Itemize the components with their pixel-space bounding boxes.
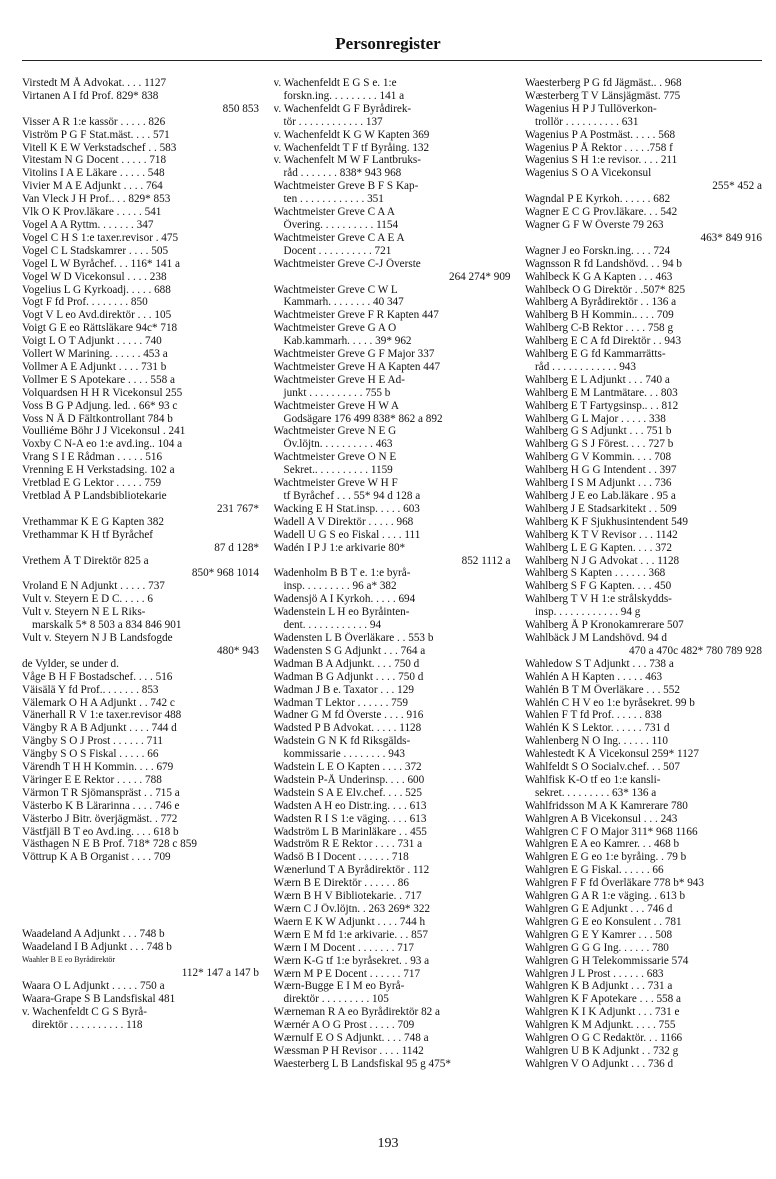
register-entry: Wachtmeister Greve B F S Kap- (273, 180, 419, 193)
register-entry: Wærnér A O G Prost . . . . . 709 (273, 1019, 415, 1032)
register-entry: Välemark O H A Adjunkt . . 742 c (22, 696, 175, 709)
register-entry: Wagenius H P J Tullöverkon- (525, 102, 657, 115)
register-entry: ten . . . . . . . . . . . . 351 (283, 193, 384, 206)
register-entry: Wæssman P H Revisor . . . . 1142 (273, 1044, 424, 1057)
register-entry: Wadman B G Adjunkt . . . . 750 d (273, 670, 424, 683)
register-entry: Waesterberg L B Landsfiskal 95 g 475* (273, 1057, 451, 1070)
register-entry: Wærneman R A eo Byrådirektör 82 a (273, 1006, 441, 1019)
register-entry: Wagner J eo Forskn.ing. . . . 724 (525, 244, 671, 257)
page-number: 193 (377, 1136, 399, 1151)
register-entry: Wahlgren E A eo Kamrer. . . 468 b (525, 838, 680, 851)
register-entry: Vrethem Å T Direktör 825 a (22, 554, 149, 567)
register-entry: Wahlgren K F Apotekare . . . 558 a (525, 993, 681, 1006)
register-entry: v. Wachenfeldt E G S e. 1:e (273, 77, 397, 89)
register-entry: Wadén I P J 1:e arkivarie 80* (273, 541, 406, 554)
register-entry: tf Byråchef . . . 55* 94 d 128 a (283, 490, 421, 502)
register-entry: Wahlén B T M Överläkare . . . 552 (525, 683, 680, 696)
register-entry: Wahlén A H Kapten . . . . . 463 (525, 670, 663, 683)
register-entry: Vrethammar K E G Kapten 382 (22, 515, 164, 528)
register-entry: Vult v. Steyern N E L Riks- (22, 606, 146, 619)
register-entry: Wahlberg E L Adjunkt . . . 740 a (525, 373, 670, 386)
register-entry: dent. . . . . . . . . . . . 94 (283, 619, 382, 632)
register-entry: Vänerhall R V 1:e taxer.revisor 488 (22, 709, 182, 722)
register-entry: Wadstein L E O Kapten . . . . 372 (273, 761, 422, 774)
register-entry: 850 853 (222, 102, 259, 115)
register-entry: Öv.löjtn. . . . . . . . . . 463 (283, 438, 393, 451)
register-entry: Övering. . . . . . . . . . 1154 (283, 218, 399, 231)
register-entry: Wahlgren O G C Redaktör. . . 1166 (525, 1032, 683, 1045)
register-entry: Wachtmeister Greve F R Kapten 447 (273, 309, 439, 322)
register-entry: Wahlberg E T Fartygsinsp.. . . 812 (525, 399, 679, 412)
register-entry: Wærn B H V Bibliotekarie. . 717 (273, 890, 422, 903)
register-entry: Wachtmeister Greve O N E (273, 451, 397, 464)
register-entry: Wadsö B I Docent . . . . . . 718 (273, 851, 409, 864)
register-entry: 852 1112 a (461, 554, 511, 567)
register-entry: Wahlgren K M Adjunkt. . . . . 755 (525, 1019, 676, 1032)
register-entry: Vretblad Å P Landsbibliotekarie (22, 490, 167, 502)
register-entry: Wachtmeister Greve N E G (273, 425, 397, 438)
register-entry: Wahlgren J L Prost . . . . . . 683 (525, 967, 664, 980)
register-entry: Wahlén K S Lektor. . . . . . 731 d (525, 722, 670, 735)
register-entry: Västfjäll B T eo Avd.ing. . . . 618 b (22, 825, 179, 838)
register-entry: Wahlestedt K Å Vicekonsul 259* 1127 (525, 748, 699, 761)
register-entry: Wahlberg J E Stadsarkitekt . . 509 (525, 502, 677, 515)
register-entry: råd . . . . . . . 838* 943 968 (283, 167, 402, 180)
register-entry: Wadström R E Rektor . . . . 731 a (273, 838, 423, 851)
register-entry: Waara-Grape S B Landsfiskal 481 (22, 992, 176, 1005)
register-entry: Wadsten A H eo Distr.ing. . . . 613 (273, 799, 427, 812)
register-entry: 255* 452 a (712, 180, 762, 193)
register-entry: Vult v. Steyern E D C. . . . . 6 (22, 593, 153, 606)
register-entry: Docent . . . . . . . . . . 721 (283, 244, 392, 257)
register-entry: Wahlberg J E eo Lab.läkare . 95 a (525, 490, 676, 502)
register-entry: 112* 147 a 147 b (181, 967, 259, 979)
register-entry: sekret. . . . . . . . . 63* 136 a (535, 786, 657, 799)
register-entry: Voss B G P Adjung. led. . 66* 93 c (22, 399, 178, 412)
register-entry: Wahlgren E G eo 1:e byråing. . 79 b (525, 851, 687, 864)
register-entry: Wahlbeck K G A Kapten . . . 463 (525, 270, 673, 283)
register-entry: 264 274* 909 (448, 270, 511, 283)
register-entry: Wadström L B Marinläkare . . 455 (273, 825, 427, 838)
register-entry: Vitolins I A E Läkare . . . . . 548 (22, 167, 165, 180)
register-entry: Voigt G E eo Rättsläkare 94c* 718 (22, 322, 178, 335)
register-entry: Wahlgren E G Fiskal. . . . . . 66 (525, 864, 664, 877)
register-entry: v. Wachenfeldt T F tf Byråing. 132 (273, 141, 430, 154)
register-column-1 (22, 77, 259, 1127)
register-entry: Wadsted P B Advokat. . . . . 1128 (273, 722, 422, 735)
register-entry: Wahlgren V O Adjunkt . . . 736 d (525, 1057, 674, 1070)
register-entry: 850* 968 1014 (191, 567, 259, 580)
register-entry: Wahlberg G S Adjunkt . . . 751 b (525, 425, 672, 438)
register-entry: råd . . . . . . . . . . . . 943 (535, 360, 636, 373)
register-entry: Wahlgren G H Telekommissarie 574 (525, 954, 689, 967)
register-entry: Wahlenberg N O Ing. . . . . . 110 (525, 735, 668, 748)
register-entry: Wahlberg K T V Revisor . . . 1142 (525, 528, 678, 541)
register-entry: Wahlgren G A R 1:e väging. . 613 b (525, 890, 686, 903)
register-entry: Vrethammar K H tf Byråchef (22, 528, 154, 541)
register-entry: Wahlberg G V Kommin. . . . 708 (525, 451, 672, 464)
register-entry: Wæsterberg T V Länsjägmäst. 775 (525, 89, 681, 102)
register-entry: direktör . . . . . . . . . 105 (283, 993, 389, 1006)
register-entry: Wahlberg S F G Kapten. . . . 450 (525, 580, 672, 593)
register-entry: Wahlgren G E Y Kamrer . . . 508 (525, 928, 673, 941)
register-entry: Wærn K-G tf 1:e byråsekret. . 93 a (273, 954, 430, 967)
register-entry: Virstedt M Å Advokat. . . . 1127 (22, 77, 167, 89)
register-entry: Wahlgren U B K Adjunkt . . 732 g (525, 1044, 679, 1057)
register-entry: Väringer E E Rektor . . . . . 788 (22, 773, 162, 786)
register-entry: Godsägare 176 499 838* 862 a 892 (283, 412, 443, 425)
register-entry: de Vylder, se under d. (22, 657, 119, 670)
register-entry: Kammarh. . . . . . . . 40 347 (283, 296, 404, 309)
register-entry: Voxby C N-A eo 1:e avd.ing.. 104 a (22, 438, 183, 451)
register-entry: Visser A R 1:e kassör . . . . . 826 (22, 115, 166, 128)
register-entry: Wahlberg C-B Rektor . . . . 758 g (525, 322, 674, 335)
register-entry: Wahlberg B H Kommin.. . . . 709 (525, 309, 674, 322)
register-entry: marskalk 5* 8 503 a 834 846 901 (32, 619, 182, 632)
register-entry: Västerbo J Bitr. överjägmäst. . 772 (22, 812, 178, 825)
register-entry: Wahlbeck O G Direktör . .507* 825 (525, 283, 686, 296)
register-entry: v. Wachenfeldt G F Byrådirek- (273, 102, 412, 115)
register-entry: Vogel C H S 1:e taxer.revisor . 475 (22, 231, 179, 244)
register-entry: Wahlberg Å P Kronokamrerare 507 (525, 619, 684, 632)
register-entry: v. Wachenfeldt C G S Byrå- (22, 1005, 147, 1018)
register-entry: Wachtmeister Greve H A Kapten 447 (273, 360, 441, 373)
register-entry: Wahlberg G S J Förest. . . . 727 b (525, 438, 674, 451)
page-header: Personregister (335, 34, 441, 53)
register-entry: Viström P G F Stat.mäst. . . . 571 (22, 128, 170, 141)
register-entry: Vitestam N G Docent . . . . . 718 (22, 154, 167, 167)
register-entry: 480* 943 (217, 644, 259, 657)
register-entry: Wahlbäck J M Landshövd. 94 d (525, 631, 668, 644)
register-column-2 (274, 77, 511, 1127)
register-entry: Wadenstein L H eo Byråinten- (273, 606, 410, 619)
register-entry: Vogel W D Vicekonsul . . . . 238 (22, 270, 167, 283)
register-entry: Wachtmeister Greve H E Ad- (273, 373, 405, 386)
register-entry: Waern E K W Adjunkt . . . . 744 h (273, 915, 426, 928)
register-entry: Wagenius P Å Rektor . . . . .758 f (525, 141, 673, 154)
register-entry: Kab.kammarh. . . . . 39* 962 (283, 335, 412, 348)
register-entry: Wærn B E Direktör . . . . . . 86 (273, 877, 409, 890)
register-entry: Wærn E M fd 1:e arkivarie. . . 857 (273, 928, 428, 941)
register-entry: Wærn C J Öv.löjtn. . 263 269* 322 (273, 903, 431, 915)
register-entry: Värmon T R Sjömanspräst . . 715 a (22, 786, 180, 799)
register-entry: Wahlfridsson M A K Kamrerare 780 (525, 799, 688, 812)
register-entry: Wahlberg L E G Kapten. . . . 372 (525, 541, 672, 554)
register-entry: Vroland E N Adjunkt . . . . . 737 (22, 580, 165, 593)
register-column-3 (525, 77, 762, 1127)
register-entry: junkt . . . . . . . . . . 755 b (283, 386, 391, 399)
register-entry: Wahlgren G E eo Konsulent . . 781 (525, 915, 682, 928)
register-entry: Vängby S O J Prost . . . . . . 711 (22, 735, 163, 748)
register-entry: Wahlberg H G G Intendent . . 397 (525, 464, 677, 477)
register-entry: Västerbo K B Lärarinna . . . . 746 e (22, 799, 180, 812)
register-entry: Wahledow S T Adjunkt . . . 738 a (525, 657, 674, 670)
register-entry: v. Wachenfeldt K G W Kapten 369 (273, 128, 430, 141)
register-entry: Wahlberg E G fd Kammarrätts- (525, 348, 666, 361)
register-entry: Vöttrup K A B Organist . . . . 709 (22, 851, 171, 864)
register-entry: Van Vleck J H Prof.. . . 829* 853 (22, 193, 171, 206)
register-entry: Wachtmeister Greve C A E A (273, 231, 405, 244)
register-entry: Vogt V L eo Avd.direktör . . . 105 (22, 309, 172, 322)
register-entry: Wagndal P E Kyrkoh. . . . . . 682 (525, 193, 671, 206)
register-entry: trollör . . . . . . . . . . 631 (535, 115, 639, 128)
register-entry: Wahlgren K I K Adjunkt . . . 731 e (525, 1006, 680, 1019)
register-entry: 87 d 128* (214, 541, 259, 554)
register-entry: Vult v. Steyern N J B Landsfogde (22, 631, 173, 644)
register-columns (22, 77, 762, 1127)
register-entry: Wahlgren G G G Ing. . . . . . 780 (525, 941, 669, 954)
register-entry: Wadensjö A I Kyrkoh. . . . . 694 (273, 593, 416, 606)
register-entry: Wahlgren A B Vicekonsul . . . 243 (525, 812, 678, 825)
register-entry: Wadell A V Direktör . . . . . 968 (273, 515, 414, 528)
register-entry: Wahlfeldt S O Socialv.chef. . . 507 (525, 761, 680, 774)
register-entry: Voigt L O T Adjunkt . . . . . 740 (22, 335, 162, 348)
register-entry: Wahlgren C F O Major 311* 968 1166 (525, 825, 698, 838)
register-entry: forskn.ing. . . . . . . . . 141 a (283, 89, 405, 102)
register-entry: Wadstein S A E Elv.chef. . . . 525 (273, 786, 422, 799)
register-entry: v. Wachenfelt M W F Lantbruks- (273, 154, 422, 167)
register-entry: Wachtmeister Greve G F Major 337 (273, 348, 435, 361)
register-entry: Wachtmeister Greve G A O (273, 322, 397, 335)
register-entry: Wagner G F W Överste 79 263 (525, 218, 664, 231)
register-entry: Wadensten S G Adjunkt . . . 764 a (273, 644, 426, 657)
register-entry: Wærnulf E O S Adjunkt. . . . 748 a (273, 1032, 429, 1045)
register-entry: Wachtmeister Greve C A A (273, 206, 396, 219)
register-entry: Vogel C L Stadskamrer . . . . 505 (22, 244, 169, 257)
register-entry: Wadell U G S eo Fiskal . . . . 111 (273, 528, 421, 541)
register-entry: 463* 849 916 (700, 231, 762, 244)
register-entry: kommissarie . . . . . . . . 943 (283, 748, 406, 761)
register-entry: Wahlfisk K-O tf eo 1:e kansli- (525, 773, 661, 786)
register-entry: Wahlberg E C A fd Direktör . . 943 (525, 335, 682, 348)
register-entry: Wahlberg G L Major . . . . . 338 (525, 412, 666, 425)
register-entry: Wahlberg K F Sjukhusintendent 549 (525, 515, 688, 528)
register-entry: Wadstein P-Å Underinsp. . . . 600 (273, 773, 425, 786)
register-entry: Sekret.. . . . . . . . . . 1159 (283, 464, 393, 477)
register-entry: Våge B H F Bostadschef. . . . 516 (22, 670, 173, 683)
register-entry: 470 a 470c 482* 780 789 928 (629, 644, 762, 657)
register-entry: insp. . . . . . . . . 96 a* 382 (283, 580, 397, 593)
register-entry: Vogel A A Ryttm. . . . . . . 347 (22, 218, 154, 231)
register-entry: Wahlgren G E Adjunkt . . . 746 d (525, 903, 673, 915)
register-entry: Wadenholm B B T e. 1:e byrå- (273, 567, 411, 580)
register-entry: Wachtmeister Greve H W A (273, 399, 399, 412)
register-entry: tör . . . . . . . . . . . . 137 (283, 115, 383, 128)
register-entry: Wahlen F T fd Prof. . . . . . 838 (525, 709, 662, 722)
register-entry: Wadman B A Adjunkt. . . . 750 d (273, 657, 420, 670)
register-entry: Voulliéme Böhr J J Vicekonsul . 241 (22, 425, 186, 438)
register-entry: Waadeland I B Adjunkt . . . 748 b (22, 941, 172, 954)
register-entry: Wænerlund T A Byrådirektör . 112 (273, 864, 430, 877)
register-entry: Wagnsson R fd Landshövd. . . 94 b (525, 257, 682, 270)
register-entry: Vogel L W Byråchef. . . 116* 141 a (22, 257, 180, 270)
register-entry: Vitell K E W Verkstadschef . . 583 (22, 141, 177, 154)
register-entry: Wadman T Lektor . . . . . . 759 (273, 696, 408, 709)
register-entry: Wagenius S H 1:e revisor. . . . 211 (525, 154, 678, 167)
register-entry: Wagner E C G Prov.läkare. . . 542 (525, 206, 678, 219)
register-entry: Wachtmeister Greve C W L (273, 283, 398, 296)
register-entry: Wærn-Bugge E I M eo Byrå- (273, 980, 405, 993)
register-entry: Wahlberg N J G Advokat . . . 1128 (525, 554, 680, 567)
register-entry: Wacking E H Stat.insp. . . . . 603 (273, 502, 420, 515)
register-entry: Vollert W Marining. . . . . . 453 a (22, 348, 168, 361)
register-entry: Voss N Å D Fältkontrollant 784 b (22, 412, 173, 425)
register-entry: Vivier M A E Adjunkt . . . . 764 (22, 180, 163, 193)
register-entry: Västhagen N E B Prof. 718* 728 c 859 (22, 838, 197, 851)
register-entry: Wahlgren K B Adjunkt . . . 731 a (525, 980, 673, 993)
register-entry: Värendh T H H Kommin. . . . 679 (22, 761, 174, 774)
register-entry: Wahlberg A Byrådirektör . . 136 a (525, 296, 677, 309)
register-entry: Wadner G M fd Överste . . . . 916 (273, 709, 424, 722)
register-entry: Wadman J B e. Taxator . . . 129 (273, 683, 414, 696)
register-entry: Waara O L Adjunkt . . . . . 750 a (22, 979, 165, 992)
register-entry: Wachtmeister Greve C-J Överste (273, 257, 421, 270)
register-entry: Vretblad E G Lektor . . . . . 759 (22, 477, 162, 490)
register-entry: Vrenning E H Verkstadsing. 102 a (22, 464, 175, 477)
register-entry: Vogt F fd Prof. . . . . . . . 850 (22, 296, 148, 309)
register-entry: 231 767* (217, 502, 259, 515)
register-entry: Wahlén C H V eo 1:e byråsekret. 99 b (525, 696, 695, 709)
register-entry: Volquardsen H H R Vicekonsul 255 (22, 386, 183, 399)
register-entry: Vrang S I E Rådman . . . . . 516 (22, 451, 163, 464)
register-entry: Waadeland A Adjunkt . . . 748 b (22, 928, 165, 941)
register-entry: Wachtmeister Greve W H F (273, 477, 398, 490)
register-entry: Vängby S O S Fiskal . . . . . 66 (22, 748, 159, 761)
register-entry: Wærn M P E Docent . . . . . . 717 (273, 967, 421, 980)
register-entry: Waahler B E eo Byrådirektör (22, 955, 116, 965)
register-entry: Wærn I M Docent . . . . . . . 717 (273, 941, 414, 954)
register-entry: direktör . . . . . . . . . . 118 (32, 1018, 143, 1031)
register-entry: Väisälä Y fd Prof.. . . . . . . 853 (22, 683, 159, 696)
register-entry: Wahlberg I S M Adjunkt . . . 736 (525, 477, 672, 490)
register-entry: Vogelius L G Kyrkoadj. . . . . 688 (22, 283, 171, 296)
register-entry: Wadensten L B Överläkare . . 553 b (273, 631, 434, 644)
header-rule (22, 60, 762, 61)
register-entry: Wagenius S O A Vicekonsul (525, 167, 652, 180)
register-entry: Vollmer E S Apotekare . . . . 558 a (22, 373, 175, 386)
register-entry: Wahlberg T V H 1:e strålskydds- (525, 593, 672, 606)
register-entry: Wahlgren F F fd Överläkare 778 b* 943 (525, 877, 704, 890)
register-entry: Vlk O K Prov.läkare . . . . . 541 (22, 206, 162, 219)
register-entry: insp. . . . . . . . . . . . 94 g (535, 606, 641, 619)
register-entry: Vängby R A B Adjunkt . . . . 744 d (22, 722, 177, 735)
register-entry: Vollmer A E Adjunkt . . . . 731 b (22, 360, 167, 373)
register-entry: Wahlberg S Kapten . . . . . . 368 (525, 567, 666, 580)
register-entry: Wadsten R I S 1:e väging. . . . 613 (273, 812, 427, 825)
register-entry: Waesterberg P G fd Jägmäst.. . 968 (525, 77, 682, 89)
register-entry: Wagenius P A Postmäst. . . . . 568 (525, 128, 676, 141)
register-entry: Wahlberg E M Lantmätare. . . 803 (525, 386, 678, 399)
register-entry: Wadstein G N K fd Riksgälds- (273, 735, 411, 748)
register-entry: Virtanen A I fd Prof. 829* 838 (22, 89, 159, 102)
